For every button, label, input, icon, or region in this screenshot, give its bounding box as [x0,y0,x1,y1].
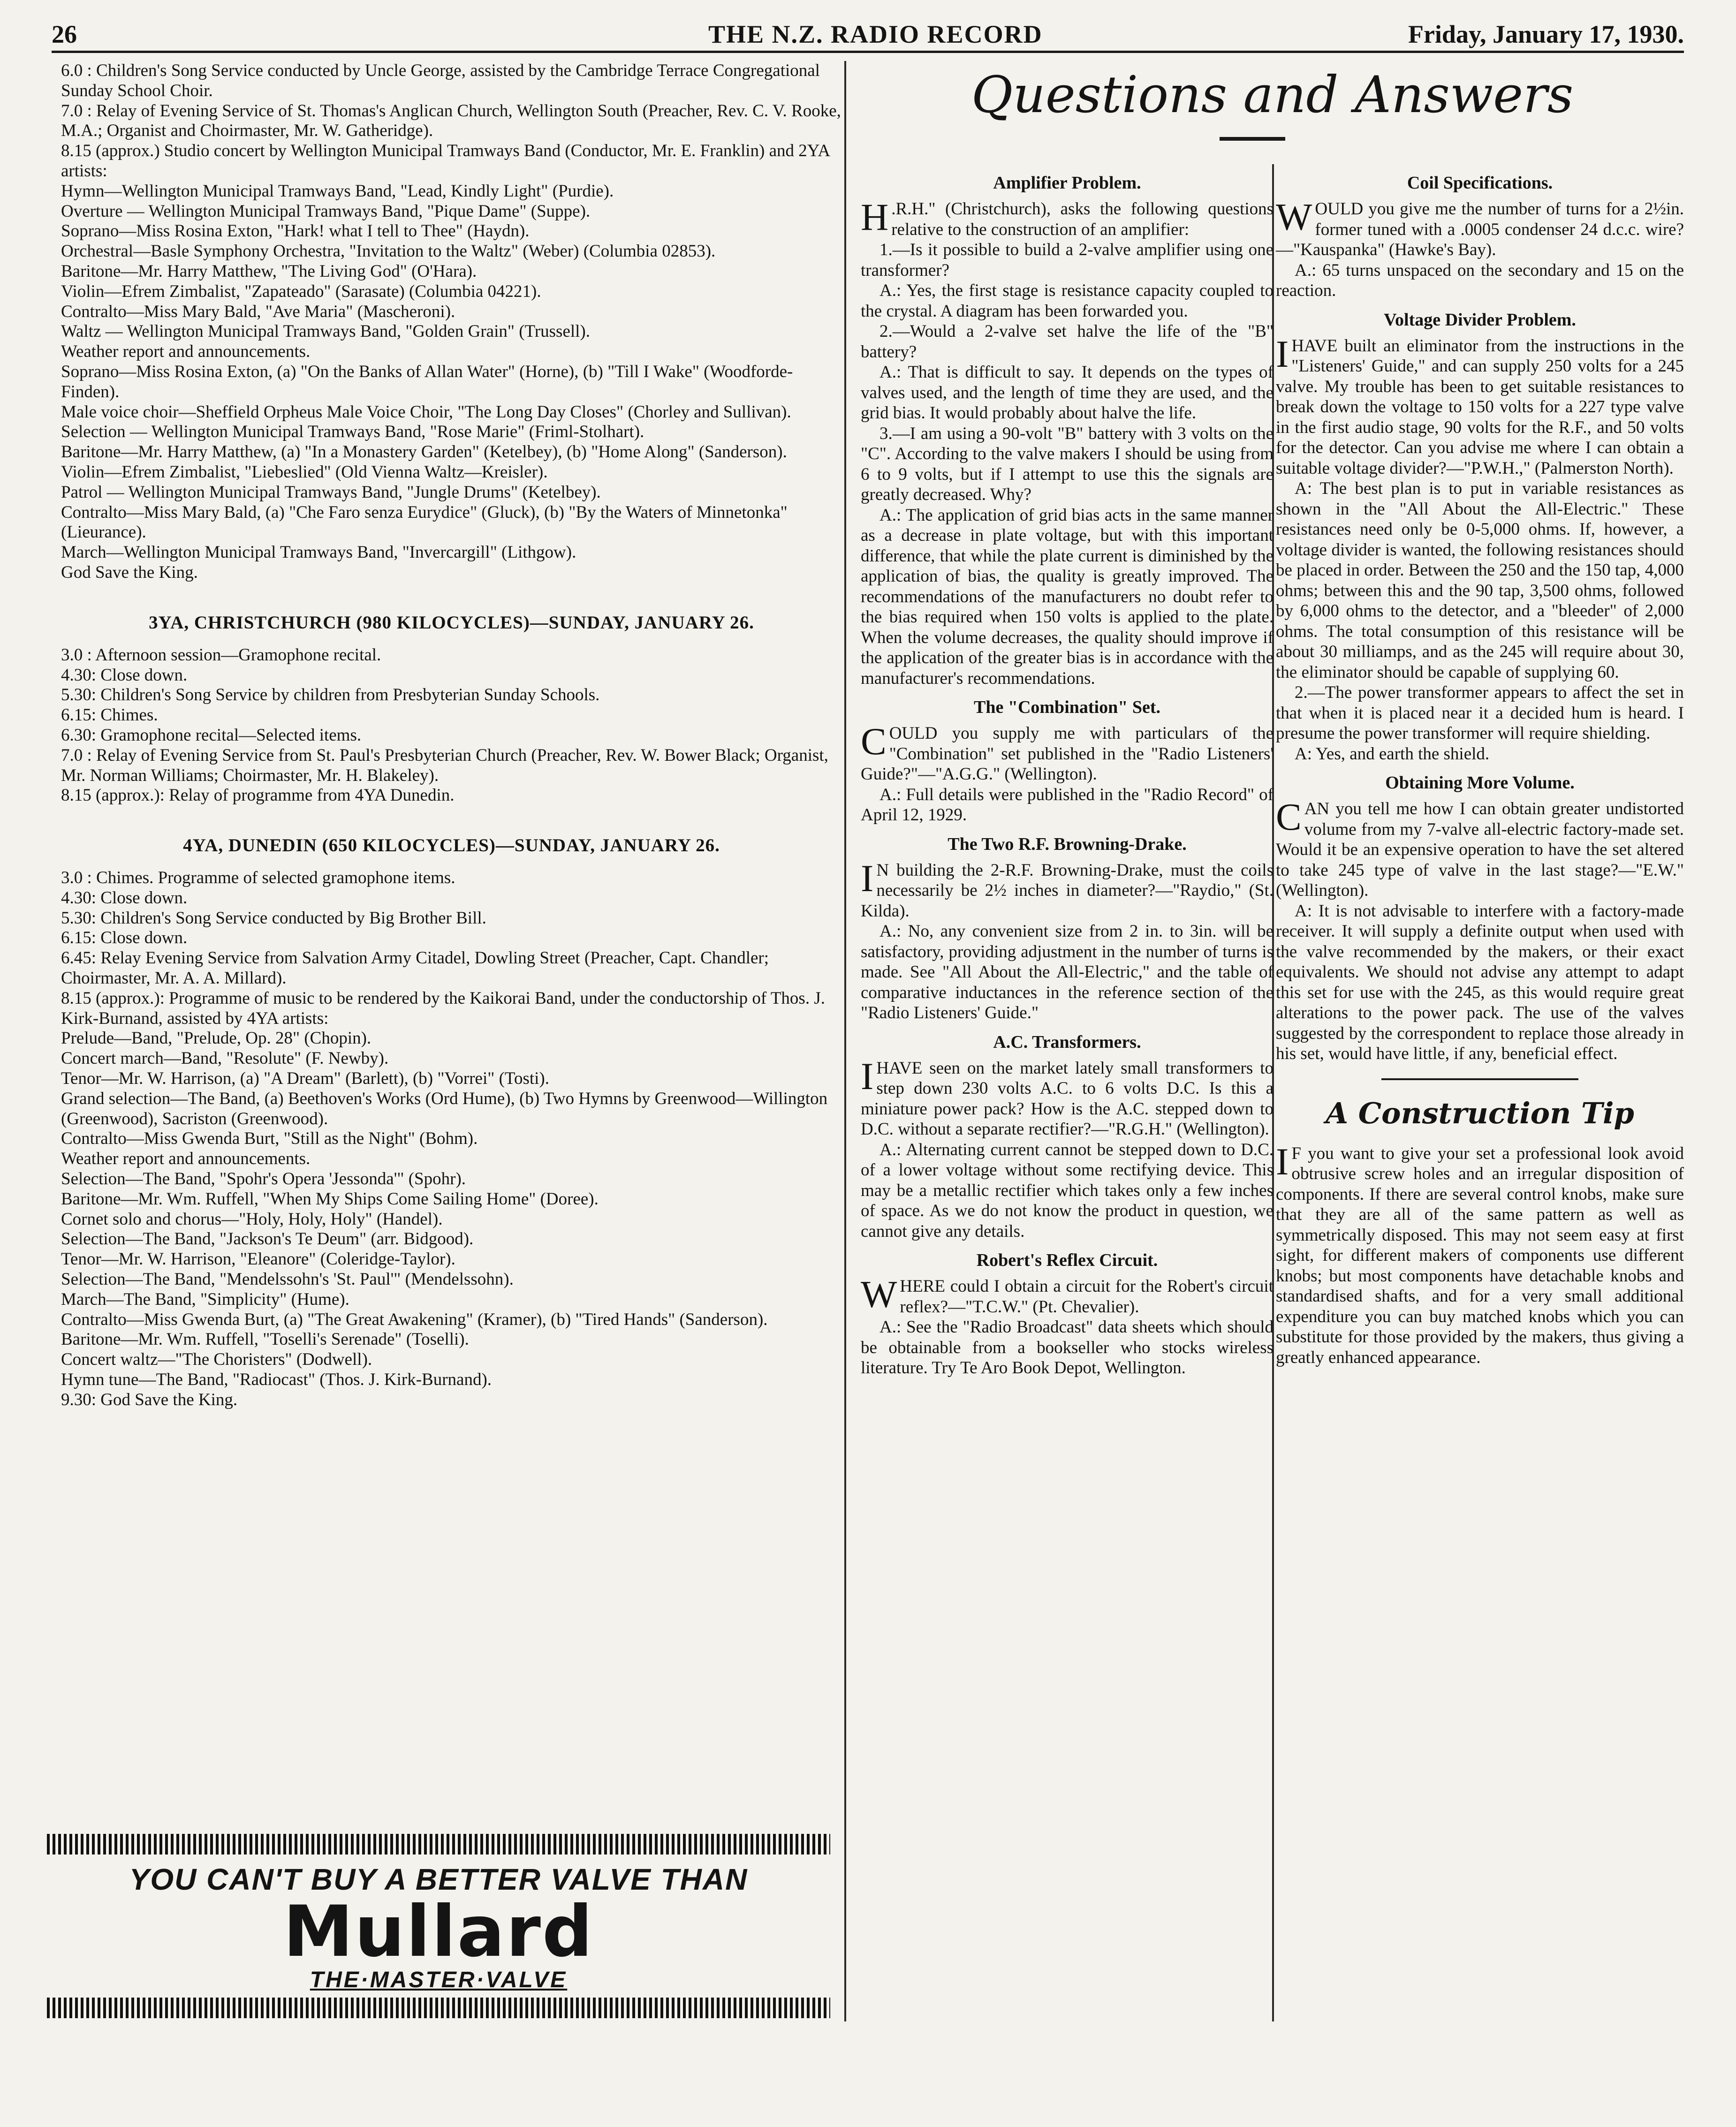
program-item: 6.0 : Children's Song Service conducted by Uncle George, assisted by the Cambridge Terrace Congregational Sunday School Choir. [61,61,820,100]
program-item: Contralto—Miss Gwenda Burt, "Still as the Night" (Bohm). [61,1129,478,1149]
ad-border-top [47,1834,830,1855]
program-item: Hymn—Wellington Municipal Tramways Band, "Lead, Kindly Light" (Purdie). [61,181,614,201]
program-item: Contralto—Miss Mary Bald, "Ave Maria" (Mascheroni). [61,302,455,321]
program-item: Baritone—Mr. Harry Matthew, (a) "In a Monastery Garden" (Ketelbey), (b) "Home Along" (Sanderson). [61,442,787,462]
program-item: Baritone—Mr. Wm. Ruffell, "When My Ships Come Sailing Home" (Doree). [61,1189,599,1209]
program-item: Orchestral—Basle Symphony Orchestra, "Invitation to the Waltz" (Weber) (Columbia 02853). [61,242,716,261]
question-heading: The Two R.F. Browning-Drake. [948,834,1187,854]
question-heading: Coil Specifications. [1407,173,1553,193]
program-item: Baritone—Mr. Harry Matthew, "The Living God" (O'Hara). [61,261,477,281]
program-item: Soprano—Miss Rosina Exton, "Hark! what I tell to Thee" (Haydn). [61,221,530,241]
program-item: Violin—Efrem Zimbalist, "Liebeslied" (Old Vienna Waltz—Kreisler). [61,462,548,482]
question-dropcap: W [861,1273,897,1316]
program-item: Soprano—Miss Rosina Exton, (a) "On the Banks of Allan Water" (Horne), (b) "Till I Wake" (Woodforde-Finden). [61,362,793,401]
answer-text: A.: Full details were published in the "Radio Record" of April 12, 1929. [861,785,1274,825]
question-text [861,196,1274,240]
question-text [1276,196,1684,260]
program-item: Hymn tune—The Band, "Radiocast" (Thos. J. Kirk-Burnand). [61,1370,492,1390]
question-body: N building the 2-R.F. Browning-Drake, must the coils necessarily be 2½ inches in diameter?—"Raydio," (St. Kilda). [861,860,1274,921]
question-heading: Obtaining More Volume. [1385,773,1575,793]
mullard-advertisement [47,1834,830,2012]
question-body: AN you tell me how I can obtain greater undistorted volume from my 7-valve all-electric factory-made set. Would it be an expensive operation to have the set altered to take 245 type of valve in the last stage?—"E.W." (Wellington). [1276,799,1684,900]
ad-border-bottom [47,1998,830,2018]
answer-text: A.: Alternating current cannot be stepped down to D.C. of a lower voltage without some rectifying device. This may be a metallic rectifier which takes only a few inches of space. As we do not know the product in question, we cannot give any details. [861,1140,1274,1241]
program-item: Weather report and announcements. [61,342,311,362]
program-item: Selection—The Band, "Mendelssohn's 'St. Paul'" (Mendelssohn). [61,1270,514,1289]
question-text [1276,332,1684,479]
answer-text: A: It is not advisable to interfere with a factory-made receiver. It will supply a definite output when used with the valve recommended by the makers, or their exact equivalents. We should not advise any attempt to adapt this set for use with the 245, as this would require great alterations to the power pack. The use of the valves suggested by the correspondent to replace those already in his set, would have little, if any, beneficial effect. [1276,901,1684,1063]
program-item: Contralto—Miss Mary Bald, (a) "Che Faro senza Eurydice" (Gluck), (b) "By the Waters of Minnetonka" (Lieurance). [61,502,788,542]
answer-text: A.: That is difficult to say. It depends on the types of valves used, and the length of time they are used, and the grid bias. It would probably about halve the life. [861,363,1274,423]
program-item: March—The Band, "Simplicity" (Hume). [61,1289,349,1309]
page-header [52,20,1684,53]
qa-column-right-items [1276,173,1684,1064]
question-text [861,720,1274,785]
program-item: 6.15: Chimes. [61,705,158,725]
program-item: Waltz — Wellington Municipal Tramways Band, "Golden Grain" (Trussell). [61,322,590,341]
program-2ya [61,61,842,583]
program-item: Selection—The Band, "Spohr's Opera 'Jessonda'" (Spohr). [61,1169,466,1189]
answer-text: 3.—I am using a 90-volt "B" battery with 3 volts on the "C". According to the valve makers I should be using from 6 to 9 volts, but if I attempt to use this the signals are greatly decreased. Why? [861,424,1274,504]
ad-subline: THE·MASTER·VALVE [310,1968,568,1992]
program-item: Weather report and announcements. [61,1149,311,1169]
program-item: 5.30: Children's Song Service by children from Presbyterian Sunday Schools. [61,685,600,705]
tip-text: F you want to give your set a professional look avoid obtrusive screw holes and an irregular disposition of components. If there are several control knobs, make sure that they are all of the same pattern as well as symmetrically disposed. This may not seem easy at first sight, for different makers of components use different knobs; but most components have detachable knobs and standardised shafts, and for a very small additional expenditure you can buy matched knobs which you can substitute for those provided by the makers, thus giving a greatly enhanced appearance. [1276,1143,1684,1367]
program-item: 3.0 : Afternoon session—Gramophone recital. [61,645,381,665]
question-heading: Robert's Reflex Circuit. [976,1250,1158,1270]
question-text [1276,795,1684,901]
tip-rule [1381,1078,1578,1080]
answer-text: 2.—Would a 2-valve set halve the life of the "B" battery? [861,322,1274,362]
program-item: Concert waltz—"The Choristers" (Dodwell). [61,1350,372,1370]
question-body: HAVE seen on the market lately small transformers to step down 230 volts A.C. to 6 volts D.C. Is this a miniature power pack? How is the A.C. stepped down to D.C. without a separate rectifier?—"R.G.H." (Wellington). [861,1058,1274,1139]
answer-text: A: The best plan is to put in variable resistances as shown in the "All About the All-Electric." These resistances need only be 0-5,000 ohms. If, however, a voltage divider is wanted, the following resistances should be placed in order. Between the 250 and the 150 tap, 4,000 ohms; between this and the 90 tap, 3,500 ohms, followed by 6,000 ohms to the detector, and a "bleeder" of 2,000 ohms. The total consumption of this resistance will be about 30 milliamps, and as the 245 will require about 30, the eliminator should be capable of supplying 60. [1276,479,1684,682]
program-item: God Save the King. [61,562,198,582]
question-text [861,1273,1274,1317]
answer-text: 2.—The power transformer appears to affect the set in that when it is placed near it a decided hum is heard. I presume the power transformer will require shielding. [1276,683,1684,743]
program-item: Selection—The Band, "Jackson's Te Deum" (arr. Bidgood). [61,1229,474,1249]
program-item: Male voice choir—Sheffield Orpheus Male Voice Choir, "The Long Day Closes" (Chorley and Sullivan). [61,402,791,422]
program-item: 5.30: Children's Song Service conducted by Big Brother Bill. [61,908,486,928]
program-item: Contralto—Miss Gwenda Burt, (a) "The Great Awakening" (Kramer), (b) "Tired Hands" (Sanderson). [61,1310,768,1329]
question-heading: Voltage Divider Problem. [1384,310,1576,330]
tip-dropcap: I [1276,1140,1289,1183]
question-body: OULD you supply me with particulars of the "Combination" set published in the "Radio Listeners' Guide?"—"A.G.G." (Wellington). [861,724,1274,784]
page-number: 26 [52,20,77,48]
programme-column [61,61,842,1410]
program-item: 3.0 : Chimes. Programme of selected gramophone items. [61,868,455,888]
question-dropcap: W [1276,196,1312,238]
question-heading: A.C. Transformers. [993,1032,1141,1052]
program-item: Overture — Wellington Municipal Tramways Band, "Pique Dame" (Suppe). [61,201,591,221]
program-3ya [61,645,842,806]
answer-text: A: Yes, and earth the shield. [1295,744,1490,764]
program-item: Concert march—Band, "Resolute" (F. Newby). [61,1049,389,1068]
answer-text: A.: Yes, the first stage is resistance capacity coupled to the crystal. A diagram has been forwarded you. [861,281,1274,321]
program-item: 6.15: Close down. [61,928,188,948]
program-item: 4.30: Close down. [61,888,188,908]
program-item: 7.0 : Relay of Evening Service from St. Paul's Presbyterian Church (Preacher, Rev. W. Bower Black; Organist, Mr. Norman Williams; Choirmaster, Mr. H. Blakeley). [61,745,828,785]
question-dropcap: C [1276,795,1302,838]
qa-column-left [861,164,1274,1378]
header-rule [52,51,1684,53]
program-4ya [61,868,842,1410]
program-item: Patrol — Wellington Municipal Tramways Band, "Jungle Drums" (Ketelbey). [61,482,601,502]
qa-column-right [1276,164,1684,1368]
tip-body [1276,1140,1684,1368]
question-heading: The "Combination" Set. [974,697,1160,717]
program-item: 8.15 (approx.): Programme of music to be rendered by the Kaikorai Band, under the conductorship of Thos. J. Kirk-Burnand, assisted by 4YA artists: [61,988,825,1028]
question-dropcap: C [861,720,887,763]
program-item: 8.15 (approx.) Studio concert by Wellington Municipal Tramways Band (Conductor, Mr. E. Franklin) and 2YA artists: [61,141,830,181]
tip-title: A Construction Tip [1326,1096,1634,1130]
masthead: THE N.Z. RADIO RECORD [708,20,1043,48]
program-item: Grand selection—The Band, (a) Beethoven's Works (Ord Hume), (b) Two Hymns by Greenwood—Willington (Greenwood), Sacriston (Greenwood). [61,1089,828,1128]
question-body: HAVE built an eliminator from the instructions in the "Listeners' Guide," and can supply 250 volts for a 245 valve. My trouble has been to get suitable resistances to break down the voltage to 150 volts for a 227 type valve in the first audio stage, 90 volts for the R.F., and 50 volts for the detector. Can you advise me where I can obtain a suitable voltage divider?—"P.W.H.," (Palmerston North). [1276,336,1684,478]
answer-text: 1.—Is it possible to build a 2-valve amplifier using one transformer? [861,240,1274,280]
program-item: Prelude—Band, "Prelude, Op. 28" (Chopin). [61,1029,371,1048]
qa-title: Questions and Answers [971,66,1574,124]
question-body: .R.H." (Christchurch), asks the following questions relative to the construction of an amplifier: [891,199,1274,239]
question-dropcap: I [861,1054,874,1098]
program-item: 4.30: Close down. [61,665,188,685]
answer-text: A.: The application of grid bias acts in the same manner as a decrease in plate voltage, but with this important difference, that while the plate current is diminished by the application of bias, the quality is greatly improved. The recommendations of the manufacturers no doubt refer to the bias required when 150 volts is applied to the plate. When the volume decreases, the quality should improve if the application of the greater bias is in accordance with the manufacturer's recommendations. [861,505,1274,688]
question-dropcap: H [861,196,889,238]
answer-text: A.: No, any convenient size from 2 in. to 3in. will be satisfactory, providing adjustment in the number of turns is made. See "All About the All-Electric," and the table of comparative inductances in the reference section of the "Radio Listeners' Guide." [861,922,1274,1022]
program-item: Tenor—Mr. W. Harrison, (a) "A Dream" (Barlett), (b) "Vorrei" (Tosti). [61,1069,549,1089]
program-item: 8.15 (approx.): Relay of programme from 4YA Dunedin. [61,786,455,805]
program-4ya-heading: 4YA, DUNEDIN (650 KILOCYCLES)—SUNDAY, JANUARY 26. [183,835,720,856]
program-3ya-heading: 3YA, CHRISTCHURCH (980 KILOCYCLES)—SUNDAY, JANUARY 26. [149,612,754,633]
ad-tagline: YOU CAN'T BUY A BETTER VALVE THAN [129,1862,748,1896]
question-text [861,856,1274,922]
question-dropcap: I [861,856,874,900]
program-item: Selection — Wellington Municipal Tramways Band, "Rose Marie" (Friml-Stolhart). [61,422,644,442]
question-text [861,1054,1274,1140]
program-item: Violin—Efrem Zimbalist, "Zapateado" (Sarasate) (Columbia 04221). [61,281,541,301]
program-item: Cornet solo and chorus—"Holy, Holy, Holy" (Handel). [61,1209,443,1229]
answer-text: A.: See the "Radio Broadcast" data sheets which should be obtainable from a bookseller who stocks wireless literature. Try Te Aro Book Depot, Wellington. [861,1317,1274,1378]
program-item: Tenor—Mr. W. Harrison, "Eleanore" (Coleridge-Taylor). [61,1249,455,1269]
question-heading: Amplifier Problem. [993,173,1141,193]
program-item: March—Wellington Municipal Tramways Band, "Invercargill" (Lithgow). [61,543,576,562]
question-body: HERE could I obtain a circuit for the Robert's circuit reflex?—"T.C.W." (Pt. Chevalier). [900,1277,1274,1317]
ad-brand: Mullard [283,1891,594,1973]
issue-date: Friday, January 17, 1930. [1408,20,1684,48]
program-item: 7.0 : Relay of Evening Service of St. Thomas's Anglican Church, Wellington South (Preacher, Rev. C. V. Rooke, M.A.; Organist and Choirmaster, Mr. W. Gatheridge). [61,101,841,141]
program-item: 6.45: Relay Evening Service from Salvation Army Citadel, Dowling Street (Preacher, Capt. Chandler; Choirmaster, Mr. A. A. Millard). [61,948,769,988]
program-item: 9.30: God Save the King. [61,1390,238,1409]
question-dropcap: I [1276,332,1289,375]
program-item: Baritone—Mr. Wm. Ruffell, "Toselli's Serenade" (Toselli). [61,1330,469,1349]
column-divider-1 [844,61,846,2021]
question-body: OULD you give me the number of turns for a 2½in. former tuned with a .0005 condenser 24 d.c.c. wire?—"Kauspanka" (Hawke's Bay). [1276,199,1684,259]
qa-title-rule [1220,137,1285,141]
program-item: 6.30: Gramophone recital—Selected items. [61,725,362,745]
answer-text: A.: 65 turns unspaced on the secondary and 15 on the reaction. [1276,260,1684,300]
